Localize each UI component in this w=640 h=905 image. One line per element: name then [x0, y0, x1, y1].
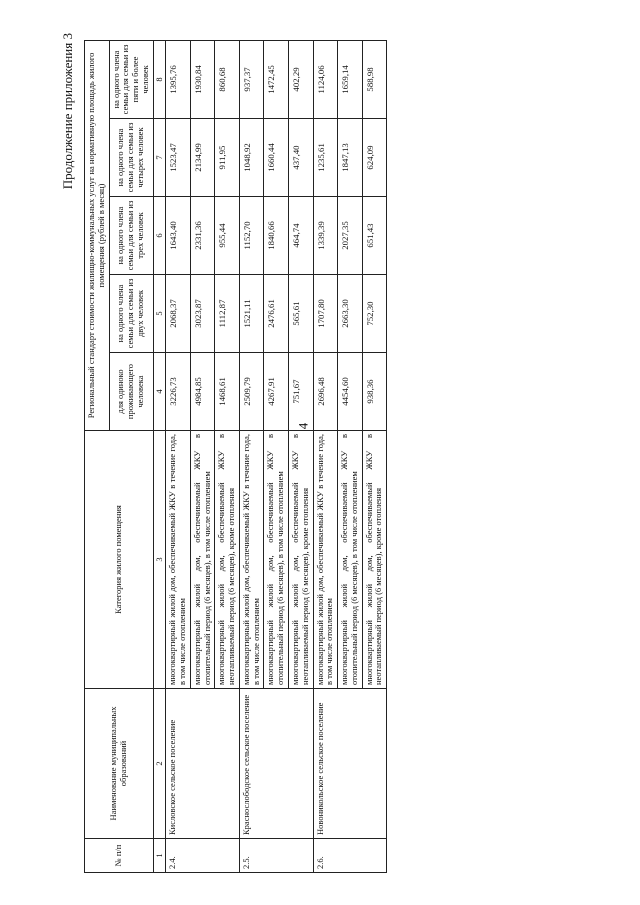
value-cell: 938,36 [362, 353, 387, 431]
value-cell: 2027,35 [338, 197, 363, 275]
column-index: 4 [153, 353, 166, 431]
value-cell: 1521,11 [239, 275, 264, 353]
value-cell: 3023,87 [190, 275, 215, 353]
housing-category: многоквартирный жилой дом, обеспечиваемый ЖКУ в течение года, в том числе отоплением [166, 431, 191, 689]
value-cell: 2509,79 [239, 353, 264, 431]
housing-category: многоквартирный жилой дом, обеспечиваемый ЖКУ в отопительный период (6 месяцев), в том числе отоплением [338, 431, 363, 689]
header-col-category: Категория жилого помещения [85, 431, 154, 689]
column-index: 1 [153, 839, 166, 873]
value-cell: 464,74 [289, 197, 314, 275]
column-index: 5 [153, 275, 166, 353]
document-caption: Продолжение приложения 3 [60, 33, 75, 190]
housing-category: многоквартирный жилой дом, обеспечиваемый ЖКУ в отопительный период (6 месяцев), в том числе отоплением [190, 431, 215, 689]
value-cell: 2068,37 [166, 275, 191, 353]
value-cell: 1660,44 [264, 119, 289, 197]
value-cell: 911,95 [215, 119, 240, 197]
housing-category: многоквартирный жилой дом, обеспечиваемый ЖКУ в неотапливаемый период (6 месяцев), кроме отопления [362, 431, 387, 689]
housing-category: многоквартирный жилой дом, обеспечиваемый ЖКУ в течение года, в том числе отоплением [313, 431, 338, 689]
value-cell: 3226,73 [166, 353, 191, 431]
column-index: 6 [153, 197, 166, 275]
housing-category: многоквартирный жилой дом, обеспечиваемый ЖКУ в неотапливаемый период (6 месяцев), кроме отопления [215, 431, 240, 689]
header-sub-four: на одного члена семьи для семьи из четырех человек [109, 119, 153, 197]
value-cell: 1930,84 [190, 40, 215, 118]
row-number: 2.6. [313, 839, 387, 873]
header-row-1 [85, 40, 110, 872]
value-cell: 1152,70 [239, 197, 264, 275]
value-cell: 1847,13 [338, 119, 363, 197]
table-row [313, 40, 338, 872]
column-index: 2 [153, 689, 166, 839]
header-col-no: № п/п [85, 839, 154, 873]
value-cell: 402,29 [289, 40, 314, 118]
value-cell: 565,61 [289, 275, 314, 353]
header-sub-five-plus: на одного члена семьи для семьи из пяти и более человек [109, 40, 153, 118]
header-sub-two: на одного члена семьи для семьи из двух человек [109, 275, 153, 353]
table-row [239, 40, 264, 872]
column-index: 8 [153, 40, 166, 118]
value-cell: 1659,14 [338, 40, 363, 118]
value-cell: 937,37 [239, 40, 264, 118]
value-cell: 1339,39 [313, 197, 338, 275]
municipality-name: Кисловское сельское поселение [166, 689, 240, 839]
value-cell: 4984,85 [190, 353, 215, 431]
value-cell: 1468,61 [215, 353, 240, 431]
value-cell: 437,40 [289, 119, 314, 197]
housing-category: многоквартирный жилой дом, обеспечиваемый ЖКУ в неотапливаемый период (6 месяцев), кроме отопления [289, 431, 314, 689]
rotated-content [60, 33, 580, 873]
value-cell: 1643,40 [166, 197, 191, 275]
housing-category: многоквартирный жилой дом, обеспечиваемый ЖКУ в течение года, в том числе отоплением [239, 431, 264, 689]
value-cell: 2331,36 [190, 197, 215, 275]
value-cell: 4454,60 [338, 353, 363, 431]
table-row [166, 40, 191, 872]
value-cell: 1235,61 [313, 119, 338, 197]
value-cell: 2134,99 [190, 119, 215, 197]
municipality-name: Краснослободское сельское поселение [239, 689, 313, 839]
header-col-mo: Наименование муниципальных образований [85, 689, 154, 839]
row-number: 2.5. [239, 839, 313, 873]
header-sub-three: на одного члена семьи для семьи из трех человек [109, 197, 153, 275]
value-cell: 1112,87 [215, 275, 240, 353]
value-cell: 860,68 [215, 40, 240, 118]
housing-cost-table [84, 40, 387, 873]
column-index-row [153, 40, 166, 872]
value-cell: 1124,06 [313, 40, 338, 118]
value-cell: 1472,45 [264, 40, 289, 118]
value-cell: 751,67 [289, 353, 314, 431]
value-cell: 2696,48 [313, 353, 338, 431]
header-sub-single: для одиноко проживающего человека [109, 353, 153, 431]
value-cell: 651,43 [362, 197, 387, 275]
value-cell: 1395,76 [166, 40, 191, 118]
housing-category: многоквартирный жилой дом, обеспечиваемый ЖКУ в отопительный период (6 месяцев), в том числе отоплением [264, 431, 289, 689]
header-group-title: Региональный стандарт стоимости жилищно-коммунальных услуг на нормативную площадь жилого помещения (рублей в месяц) [85, 40, 110, 430]
value-cell: 2476,61 [264, 275, 289, 353]
value-cell: 1707,80 [313, 275, 338, 353]
value-cell: 4267,91 [264, 353, 289, 431]
row-number: 2.4. [166, 839, 240, 873]
value-cell: 588,98 [362, 40, 387, 118]
value-cell: 1048,92 [239, 119, 264, 197]
value-cell: 752,30 [362, 275, 387, 353]
value-cell: 955,44 [215, 197, 240, 275]
value-cell: 624,09 [362, 119, 387, 197]
column-index: 3 [153, 431, 166, 689]
page-number: 4 [295, 422, 311, 430]
value-cell: 1840,66 [264, 197, 289, 275]
value-cell: 2663,30 [338, 275, 363, 353]
municipality-name: Новоникольское сельское поселение [313, 689, 387, 839]
column-index: 7 [153, 119, 166, 197]
value-cell: 1523,47 [166, 119, 191, 197]
